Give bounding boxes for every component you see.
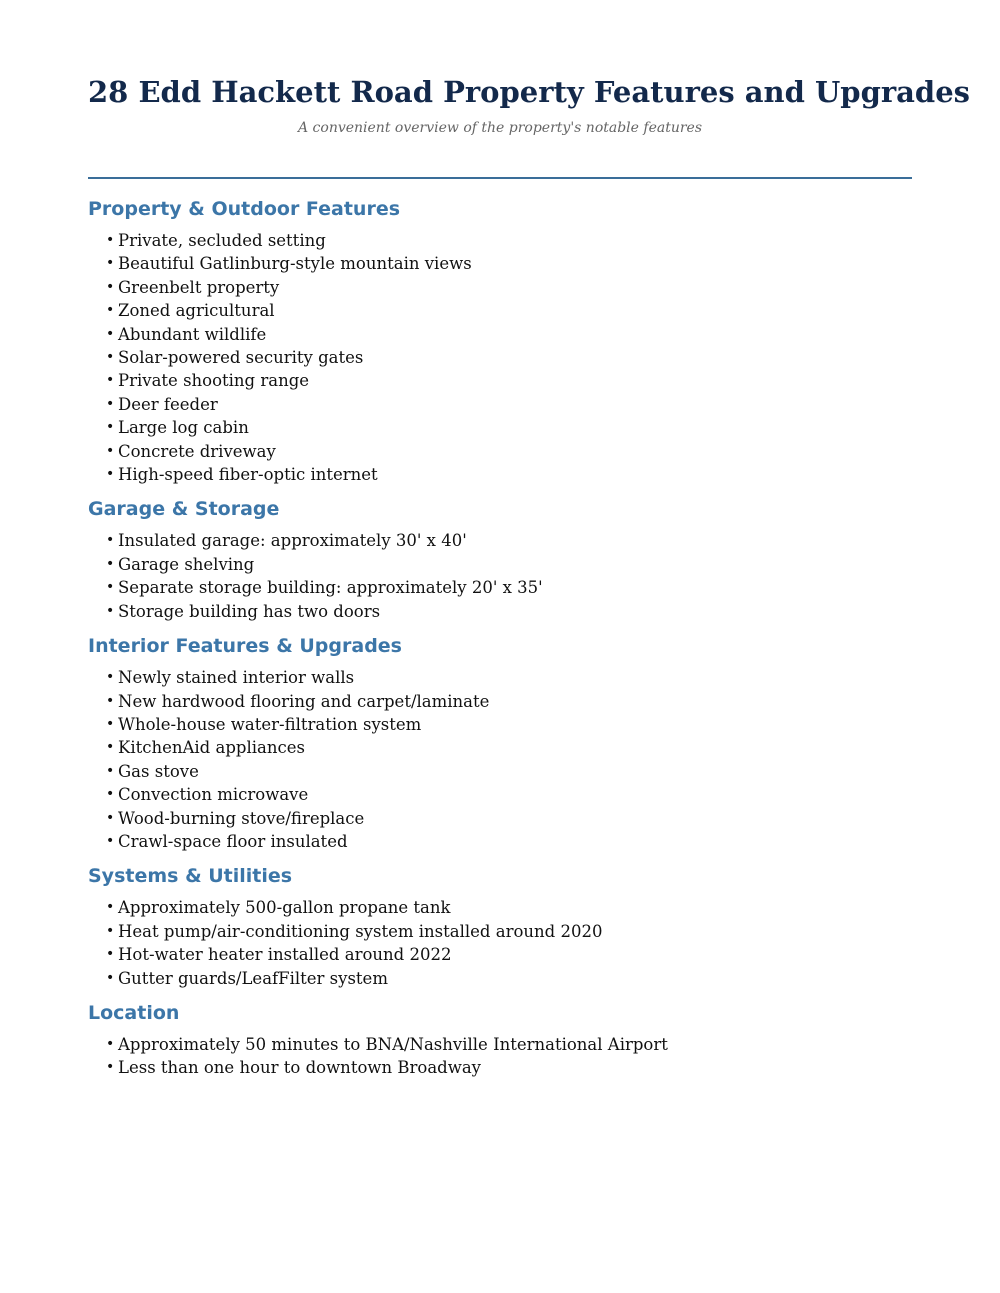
section-title: Property & Outdoor Features bbox=[88, 198, 401, 220]
item-text: Deer feeder bbox=[118, 394, 218, 414]
list-item bbox=[106, 346, 912, 369]
item-text: Newly stained interior walls bbox=[118, 668, 355, 688]
section-garage-storage bbox=[88, 493, 912, 623]
item-text: Private shooting range bbox=[118, 371, 310, 391]
bullet-icon: • bbox=[106, 739, 115, 756]
item-text: High-speed fiber-optic internet bbox=[118, 465, 378, 485]
list-item bbox=[106, 713, 912, 736]
bullet-icon: • bbox=[106, 419, 115, 436]
bullet-icon: • bbox=[106, 969, 115, 986]
item-text: Beautiful Gatlinburg-style mountain views bbox=[118, 254, 472, 274]
bullet-icon: • bbox=[106, 302, 115, 319]
bullet-icon: • bbox=[106, 395, 115, 412]
bullet-icon: • bbox=[106, 442, 115, 459]
list-item bbox=[106, 1056, 912, 1079]
bullet-icon: • bbox=[106, 669, 115, 686]
item-text: Insulated garage: approximately 30' x 40' bbox=[118, 531, 467, 551]
section-title: Interior Features & Upgrades bbox=[88, 635, 402, 658]
item-text: Separate storage building: approximately 20' x 35' bbox=[118, 578, 543, 598]
item-text: Storage building has two doors bbox=[118, 601, 381, 621]
bullet-icon: • bbox=[106, 325, 115, 342]
title-divider bbox=[88, 177, 912, 179]
bullet-icon: • bbox=[106, 715, 115, 732]
list-item bbox=[106, 576, 912, 599]
list-item bbox=[106, 943, 912, 966]
item-text: Whole-house water-filtration system bbox=[118, 714, 422, 734]
bullet-icon: • bbox=[106, 786, 115, 803]
list-item bbox=[106, 920, 912, 943]
feature-list bbox=[88, 896, 912, 990]
list-item bbox=[106, 369, 912, 392]
bullet-icon: • bbox=[106, 372, 115, 389]
section-location bbox=[88, 997, 912, 1080]
list-item bbox=[106, 529, 912, 552]
item-text: Crawl-space floor insulated bbox=[118, 831, 348, 851]
list-item bbox=[106, 783, 912, 806]
section-property-outdoor bbox=[88, 193, 912, 486]
bullet-icon: • bbox=[106, 579, 115, 596]
item-text: Hot-water heater installed around 2022 bbox=[118, 945, 452, 965]
bullet-icon: • bbox=[106, 466, 115, 483]
list-item bbox=[106, 440, 912, 463]
list-item bbox=[106, 967, 912, 990]
item-text: Heat pump/air-conditioning system installed around 2020 bbox=[118, 921, 603, 941]
feature-list bbox=[88, 229, 912, 486]
bullet-icon: • bbox=[106, 349, 115, 366]
list-item bbox=[106, 252, 912, 275]
list-item bbox=[106, 553, 912, 576]
list-item bbox=[106, 276, 912, 299]
bullet-icon: • bbox=[106, 809, 115, 826]
list-item bbox=[106, 736, 912, 759]
item-text: Zoned agricultural bbox=[118, 301, 275, 321]
list-item bbox=[106, 807, 912, 830]
list-item bbox=[106, 666, 912, 689]
feature-list bbox=[88, 1033, 912, 1080]
feature-sections bbox=[88, 193, 912, 1087]
item-text: Convection microwave bbox=[118, 785, 309, 805]
list-item bbox=[106, 690, 912, 713]
list-item bbox=[106, 393, 912, 416]
item-text: Approximately 50 minutes to BNA/Nashville International Airport bbox=[118, 1034, 668, 1054]
item-text: Private, secluded setting bbox=[118, 231, 326, 250]
bullet-icon: • bbox=[106, 762, 115, 779]
bullet-icon: • bbox=[106, 832, 115, 849]
section-title: Garage & Storage bbox=[88, 498, 280, 521]
list-item bbox=[106, 600, 912, 623]
bullet-icon: • bbox=[106, 602, 115, 619]
item-text: Gutter guards/LeafFilter system bbox=[118, 968, 388, 988]
bullet-icon: • bbox=[106, 555, 115, 572]
item-text: KitchenAid appliances bbox=[118, 738, 305, 758]
section-interior-upgrades bbox=[88, 630, 912, 853]
list-item bbox=[106, 463, 912, 486]
list-item bbox=[106, 299, 912, 322]
bullet-icon: • bbox=[106, 899, 115, 916]
bullet-icon: • bbox=[106, 232, 115, 248]
item-text: New hardwood flooring and carpet/laminate bbox=[118, 691, 490, 711]
list-item bbox=[106, 323, 912, 346]
bullet-icon: • bbox=[106, 255, 115, 272]
item-text: Approximately 500-gallon propane tank bbox=[118, 898, 451, 918]
list-item bbox=[106, 896, 912, 919]
bullet-icon: • bbox=[106, 278, 115, 295]
bullet-icon: • bbox=[106, 1035, 115, 1052]
bullet-icon: • bbox=[106, 922, 115, 939]
item-text: Large log cabin bbox=[118, 418, 249, 438]
page-subtitle: A convenient overview of the property's notable features bbox=[297, 120, 703, 136]
feature-list bbox=[88, 666, 912, 853]
item-text: Abundant wildlife bbox=[118, 324, 267, 344]
bullet-icon: • bbox=[106, 532, 115, 549]
list-item bbox=[106, 1033, 912, 1056]
item-text: Garage shelving bbox=[118, 554, 255, 574]
page-title: 28 Edd Hackett Road Property Features and Upgrades bbox=[88, 75, 970, 109]
section-systems-utilities bbox=[88, 860, 912, 990]
section-title: Systems & Utilities bbox=[88, 865, 293, 888]
list-item bbox=[106, 416, 912, 439]
list-item bbox=[106, 830, 912, 853]
item-text: Concrete driveway bbox=[118, 441, 276, 461]
list-item bbox=[106, 229, 912, 252]
section-title: Location bbox=[88, 1001, 180, 1024]
item-text: Gas stove bbox=[118, 761, 199, 781]
item-text: Less than one hour to downtown Broadway bbox=[118, 1058, 481, 1078]
item-text: Solar-powered security gates bbox=[118, 348, 364, 368]
item-text: Greenbelt property bbox=[118, 277, 280, 297]
feature-list bbox=[88, 529, 912, 623]
list-item bbox=[106, 760, 912, 783]
bullet-icon: • bbox=[106, 946, 115, 963]
item-text: Wood-burning stove/fireplace bbox=[118, 808, 365, 828]
bullet-icon: • bbox=[106, 1059, 115, 1076]
bullet-icon: • bbox=[106, 692, 115, 709]
